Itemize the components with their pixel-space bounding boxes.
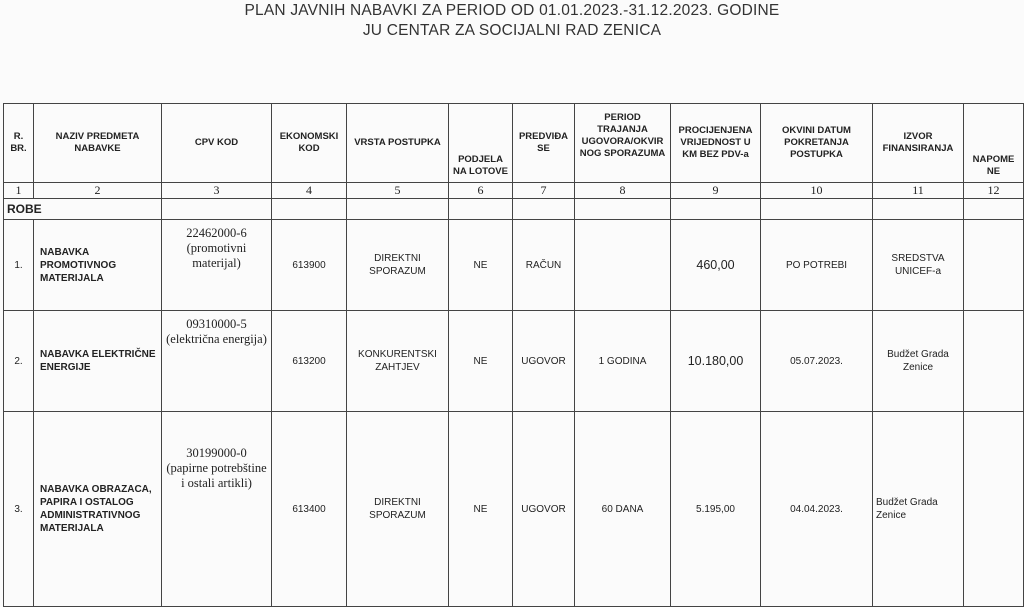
column-number-row xyxy=(4,183,1024,199)
lots: NE xyxy=(449,220,513,311)
contract-period xyxy=(575,220,671,311)
contract-period: 1 GODINA xyxy=(575,311,671,412)
table-row xyxy=(4,412,1024,607)
header-procijenjena-vrijednost: PROCIJENJENA VRIJEDNOST U KM BEZ PDV-a xyxy=(671,104,761,183)
start-date: 04.04.2023. xyxy=(761,412,873,607)
column-number: 5 xyxy=(347,183,449,199)
table-row xyxy=(4,220,1024,311)
header-cpv: CPV KOD xyxy=(162,104,272,183)
header-rbr: R. BR. xyxy=(4,104,34,183)
economic-code: 613900 xyxy=(272,220,347,311)
column-number: 12 xyxy=(964,183,1024,199)
economic-code: 613200 xyxy=(272,311,347,412)
cpv-code: 09310000-5 (električna energija) xyxy=(162,311,272,412)
section-label: ROBE xyxy=(4,199,162,220)
header-period-trajanja: PERIOD TRAJANJA UGOVORA/OKVIR NOG SPORAZUMA xyxy=(575,104,671,183)
column-number: 8 xyxy=(575,183,671,199)
header-izvor-finansiranja: IZVOR FINANSIRANJA xyxy=(873,104,964,183)
foreseen: RAČUN xyxy=(513,220,575,311)
estimated-value: 10.180,00 xyxy=(671,311,761,412)
row-number: 3. xyxy=(4,412,34,607)
header-ekonomski-kod: EKONOMSKI KOD xyxy=(272,104,347,183)
section-row xyxy=(4,199,1024,220)
notes xyxy=(964,311,1024,412)
column-number: 6 xyxy=(449,183,513,199)
notes xyxy=(964,220,1024,311)
start-date: 05.07.2023. xyxy=(761,311,873,412)
lots: NE xyxy=(449,412,513,607)
column-number: 10 xyxy=(761,183,873,199)
document-title: PLAN JAVNIH NABAVKI ZA PERIOD OD 01.01.2023.-31.12.2023. GODINE xyxy=(244,2,780,19)
header-predvida-se: PREDVIĐA SE xyxy=(513,104,575,183)
table-row xyxy=(4,311,1024,412)
header-napomene: NAPOME NE xyxy=(964,104,1024,183)
column-number: 2 xyxy=(34,183,162,199)
header-vrsta-postupka: VRSTA POSTUPKA xyxy=(347,104,449,183)
column-number: 11 xyxy=(873,183,964,199)
column-number: 3 xyxy=(162,183,272,199)
funding-source: Budžet Grada Zenice xyxy=(873,311,964,412)
item-name: NABAVKA OBRAZACA, PAPIRA I OSTALOG ADMINISTRATIVNOG MATERIJALA xyxy=(34,412,162,607)
contract-period: 60 DANA xyxy=(575,412,671,607)
document-subtitle: JU CENTAR ZA SOCIJALNI RAD ZENICA xyxy=(362,22,662,39)
column-number: 9 xyxy=(671,183,761,199)
procurement-plan-table xyxy=(3,103,1024,607)
procedure-type: KONKURENTSKI ZAHTJEV xyxy=(347,311,449,412)
header-naziv: NAZIV PREDMETA NABAVKE xyxy=(34,104,162,183)
start-date: PO POTREBI xyxy=(761,220,873,311)
estimated-value: 5.195,00 xyxy=(671,412,761,607)
procedure-type: DIREKTNI SPORAZUM xyxy=(347,220,449,311)
procedure-type: DIREKTNI SPORAZUM xyxy=(347,412,449,607)
foreseen: UGOVOR xyxy=(513,412,575,607)
header-podjela-lotove: PODJELA NA LOTOVE xyxy=(449,104,513,183)
column-number: 1 xyxy=(4,183,34,199)
cpv-code: 22462000-6 (promotivni materijal) xyxy=(162,220,272,311)
column-number: 7 xyxy=(513,183,575,199)
funding-source: SREDSTVA UNICEF-a xyxy=(873,220,964,311)
lots: NE xyxy=(449,311,513,412)
estimated-value: 460,00 xyxy=(671,220,761,311)
header-row xyxy=(4,104,1024,183)
funding-source: Budžet Grada Zenice xyxy=(873,412,964,607)
header-okvirni-datum: OKVINI DATUM POKRETANJA POSTUPKA xyxy=(761,104,873,183)
column-number: 4 xyxy=(272,183,347,199)
row-number: 1. xyxy=(4,220,34,311)
item-name: NABAVKA PROMOTIVNOG MATERIJALA xyxy=(34,220,162,311)
item-name: NABAVKA ELEKTRIČNE ENERGIJE xyxy=(34,311,162,412)
cpv-code: 30199000-0 (papirne potrebštine i ostali artikli) xyxy=(162,412,272,607)
row-number: 2. xyxy=(4,311,34,412)
notes xyxy=(964,412,1024,607)
economic-code: 613400 xyxy=(272,412,347,607)
foreseen: UGOVOR xyxy=(513,311,575,412)
